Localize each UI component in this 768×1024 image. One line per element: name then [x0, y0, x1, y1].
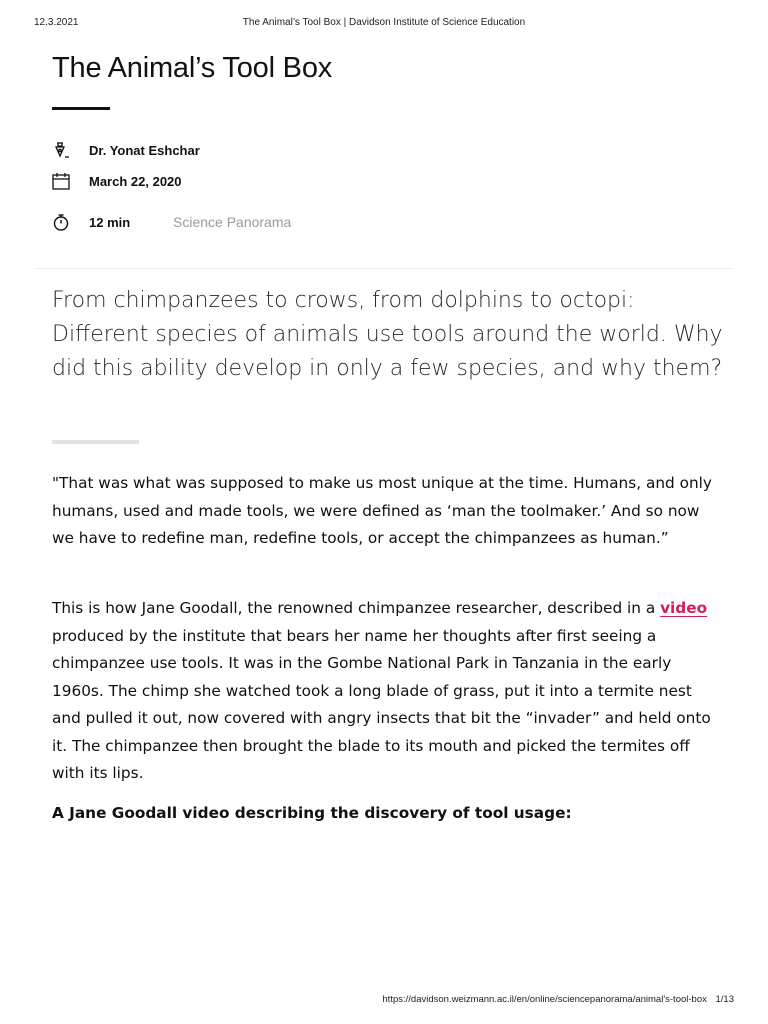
author-row	[52, 140, 200, 160]
print-page-title: The Animal’s Tool Box | Davidson Institute of Science Education	[242, 17, 526, 28]
body-paragraph	[52, 595, 722, 788]
author-name[interactable]: Dr. Yonat Eshchar	[89, 142, 200, 158]
video-link[interactable]: video	[660, 599, 708, 617]
article-title: The Animal’s Tool Box	[52, 52, 333, 84]
category-link[interactable]: Science Panorama	[173, 214, 292, 230]
body-text-before-link: This is how Jane Goodall, the renowned chimpanzee researcher, described in a	[52, 599, 661, 617]
article-lead: From chimpanzees to crows, from dolphins to octopi: Different species of animals use tools around the world. Why did this ability develop in only a few species, and why them?	[52, 288, 723, 381]
body-text-after-link: produced by the institute that bears her name her thoughts after first seeing a chimpanzee use tools. It was in the Gombe National Park in Tanzania in the early 1960s. The chimp she watched took a long blade of grass, put it into a termite nest and pulled it out, now covered with angry insects that bit the “invader” and held onto it. The chimpanzee then brought the blade to its mouth and picked the termites off with its lips.	[52, 626, 711, 782]
date-row	[52, 171, 182, 191]
section-divider	[36, 268, 732, 269]
goodall-quote: "That was what was supposed to make us most unique at the time. Humans, and only humans, used and made tools, we were defined as ‘man the toolmaker.’ And so now we have to redefine man, redefine tools, or accept the chimpanzees as human.”	[52, 474, 712, 547]
lead-divider	[52, 440, 139, 444]
title-underline	[52, 107, 110, 110]
video-heading: A Jane Goodall video describing the discovery of tool usage:	[52, 804, 572, 822]
print-footer	[382, 994, 734, 1005]
stopwatch-icon	[52, 212, 70, 232]
calendar-icon	[52, 171, 70, 191]
print-date: 12.3.2021	[34, 17, 79, 28]
read-time-row	[52, 212, 292, 232]
read-time: 12 min	[89, 214, 131, 230]
publish-date: March 22, 2020	[89, 173, 182, 189]
print-url: https://davidson.weizmann.ac.il/en/online/sciencepanorama/animal's-tool-box	[382, 994, 707, 1005]
page-number: 1/13	[715, 994, 734, 1005]
pen-icon	[52, 140, 70, 160]
print-header	[0, 17, 768, 31]
